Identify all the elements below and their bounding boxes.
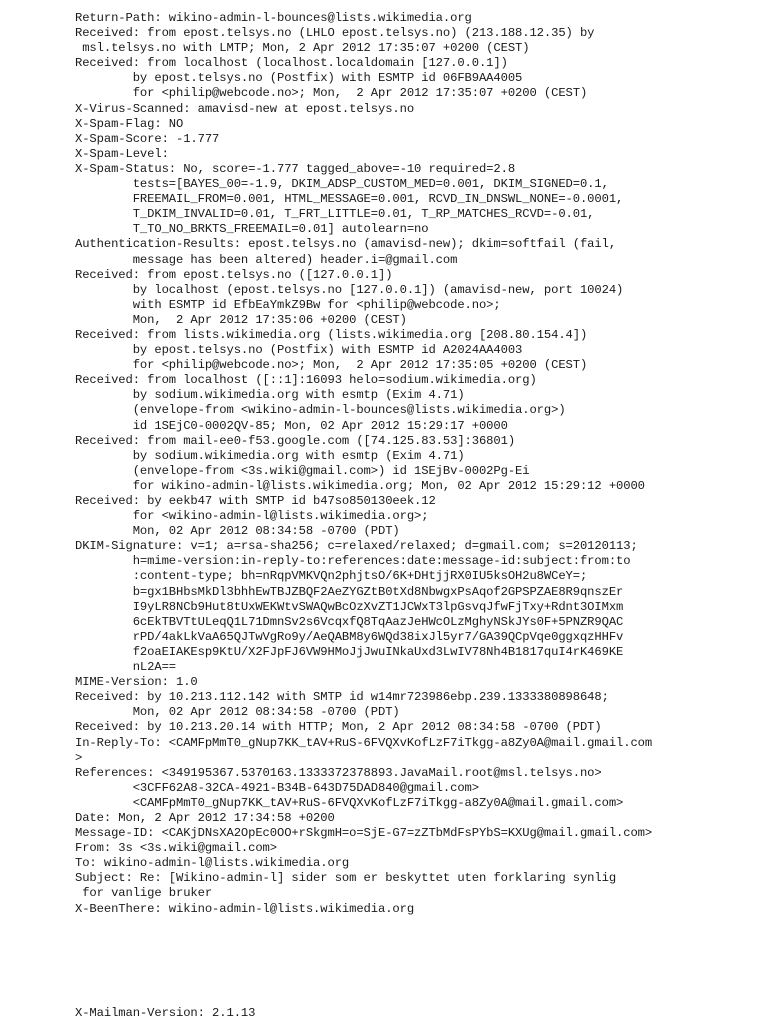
mailman-version-line: X-Mailman-Version: 2.1.13: [75, 1006, 256, 1020]
header-line: for vanlige bruker: [75, 886, 213, 901]
header-line: Mon, 02 Apr 2012 08:34:58 -0700 (PDT): [75, 524, 400, 539]
header-line: f2oaEIAKEsp9KtU/X2FJpFJ6VW9HMoJjJwuINkaUxd3LwIV78Nh4B1817quI4rK469KE: [75, 644, 624, 659]
header-line: Received: by 10.213.20.14 with HTTP; Mon, 2 Apr 2012 08:34:58 -0700 (PDT): [75, 720, 602, 735]
header-line: X-Spam-Flag: NO: [75, 116, 184, 131]
header-line: From: 3s <3s.wiki@gmail.com>: [75, 841, 277, 856]
header-line: DKIM-Signature: v=1; a=rsa-sha256; c=relaxed/relaxed; d=gmail.com; s=20120113;: [75, 539, 638, 554]
header-line: by epost.telsys.no (Postfix) with ESMTP id 06FB9AA4005: [75, 71, 523, 86]
header-line: nL2A==: [75, 660, 176, 675]
header-line: I9yLR8NCb9Hut8tUxWEKWtvSWAQwBcOzXvZT1JCWxT3lpGsvqJfwFjTxy+Rdnt3OIMxm: [75, 599, 624, 614]
header-line: Mon, 02 Apr 2012 08:34:58 -0700 (PDT): [75, 705, 400, 720]
header-line: Return-Path: wikino-admin-l-bounces@lists.wikimedia.org: [75, 11, 472, 25]
header-line: X-Spam-Level:: [75, 146, 169, 161]
header-line: by sodium.wikimedia.org with esmtp (Exim 4.71): [75, 388, 465, 403]
header-line: Subject: Re: [Wikino-admin-l] sider som er beskyttet uten forklaring synlig: [75, 871, 617, 886]
header-line: Received: from localhost ([::1]:16093 helo=sodium.wikimedia.org): [75, 373, 537, 388]
header-line: id 1SEjC0-0002QV-85; Mon, 02 Apr 2012 15:29:17 +0000: [75, 418, 508, 433]
header-line: :content-type; bh=nRqpVMKVQn2phjtsO/6K+DHtjjRX0IU5ksOH2u8WCeY=;: [75, 569, 588, 584]
header-line: Received: from epost.telsys.no (LHLO epost.telsys.no) (213.188.12.35) by: [75, 26, 595, 41]
header-line: To: wikino-admin-l@lists.wikimedia.org: [75, 856, 350, 871]
header-line: Received: from lists.wikimedia.org (lists.wikimedia.org [208.80.154.4]): [75, 327, 588, 342]
header-line: X-Spam-Status: No, score=-1.777 tagged_above=-10 required=2.8: [75, 161, 516, 176]
header-line: T_TO_NO_BRKTS_FREEMAIL=0.01] autolearn=no: [75, 222, 429, 237]
header-line: message has been altered) header.i=@gmail.com: [75, 252, 458, 267]
header-line: References: <349195367.5370163.1333372378893.JavaMail.root@msl.telsys.no>: [75, 765, 602, 780]
header-line: with ESMTP id EfbEaYmkZ9Bw for <philip@webcode.no>;: [75, 297, 501, 312]
header-line: for wikino-admin-l@lists.wikimedia.org; Mon, 02 Apr 2012 15:29:12 +0000: [75, 478, 645, 493]
header-line: T_DKIM_INVALID=0.01, T_FRT_LITTLE=0.01, T_RP_MATCHES_RCVD=-0.01,: [75, 207, 595, 222]
header-line: X-BeenThere: wikino-admin-l@lists.wikimedia.org: [75, 901, 415, 916]
header-line: X-Virus-Scanned: amavisd-new at epost.telsys.no: [75, 101, 415, 116]
header-line: by epost.telsys.no (Postfix) with ESMTP id A2024AA4003: [75, 343, 523, 358]
header-line: rPD/4akLkVaA65QJTwVgRo9y/AeQABM8y6WQd38ixJl5yr7/GA39QCpVqe0ggxqzHHFv: [75, 629, 624, 644]
header-line: msl.telsys.no with LMTP; Mon, 2 Apr 2012 17:35:07 +0200 (CEST): [75, 41, 530, 56]
header-line: Authentication-Results: epost.telsys.no (amavisd-new); dkim=softfail (fail,: [75, 237, 617, 252]
header-line: (envelope-from <3s.wiki@gmail.com>) id 1SEjBv-0002Pg-Ei: [75, 463, 530, 478]
header-line: for <philip@webcode.no>; Mon, 2 Apr 2012 17:35:07 +0200 (CEST): [75, 86, 588, 101]
header-line: X-Spam-Score: -1.777: [75, 131, 220, 146]
header-line: Received: by 10.213.112.142 with SMTP id w14mr723986ebp.239.1333380898648;: [75, 690, 609, 705]
header-line: 6cEkTBVTtULeqQ1L71DmnSv2s6VcqxfQ8TqAazJeHWcOLzMghyNSkJYs0F+5PNZR9QAC: [75, 614, 624, 629]
header-line: In-Reply-To: <CAMFpMmT0_gNup7KK_tAV+RuS-6FVQXvKofLzF7iTkgg-a8Zy0A@mail.gmail.com: [75, 735, 653, 750]
header-line: Received: from mail-ee0-f53.google.com ([74.125.83.53]:36801): [75, 433, 516, 448]
header-line: by sodium.wikimedia.org with esmtp (Exim 4.71): [75, 448, 465, 463]
header-line: Received: from localhost (localhost.localdomain [127.0.0.1]): [75, 56, 508, 71]
header-line: Received: by eekb47 with SMTP id b47so850130eek.12: [75, 494, 436, 508]
header-line: FREEMAIL_FROM=0.001, HTML_MESSAGE=0.001, RCVD_IN_DNSWL_NONE=-0.0001,: [75, 192, 624, 207]
header-line: Message-ID: <CAKjDNsXA2OpEc0OO+rSkgmH=o=SjE-G7=zZTbMdFsPYbS=KXUg@mail.gmail.com>: [75, 826, 653, 841]
header-line: <CAMFpMmT0_gNup7KK_tAV+RuS-6FVQXvKofLzF7iTkgg-a8Zy0A@mail.gmail.com>: [75, 795, 624, 810]
header-line: Date: Mon, 2 Apr 2012 17:34:58 +0200: [75, 810, 335, 825]
header-line: h=mime-version:in-reply-to:references:date:message-id:subject:from:to: [75, 554, 631, 569]
header-line: Received: from epost.telsys.no ([127.0.0.1]): [75, 267, 393, 282]
header-line: tests=[BAYES_00=-1.9, DKIM_ADSP_CUSTOM_MED=0.001, DKIM_SIGNED=0.1,: [75, 177, 609, 192]
header-line: >: [75, 750, 83, 765]
header-line: for <philip@webcode.no>; Mon, 2 Apr 2012 17:35:05 +0200 (CEST): [75, 358, 588, 373]
header-line: <3CFF62A8-32CA-4921-B34B-643D75DAD840@gmail.com>: [75, 780, 479, 795]
header-line: (envelope-from <wikino-admin-l-bounces@lists.wikimedia.org>): [75, 403, 566, 418]
email-headers-block: [75, 11, 755, 917]
header-line: b=gx1BHbsMkDl3bhhEwTBJZBQF2AeZYGZtB0tXd8NbwgxPsAqof2GPSPZAE8R9qnszEr: [75, 584, 624, 599]
header-line: Mon, 2 Apr 2012 17:35:06 +0200 (CEST): [75, 312, 407, 327]
header-line: MIME-Version: 1.0: [75, 675, 198, 690]
header-line: for <wikino-admin-l@lists.wikimedia.org>;: [75, 509, 429, 524]
header-line: by localhost (epost.telsys.no [127.0.0.1]) (amavisd-new, port 10024): [75, 282, 624, 297]
